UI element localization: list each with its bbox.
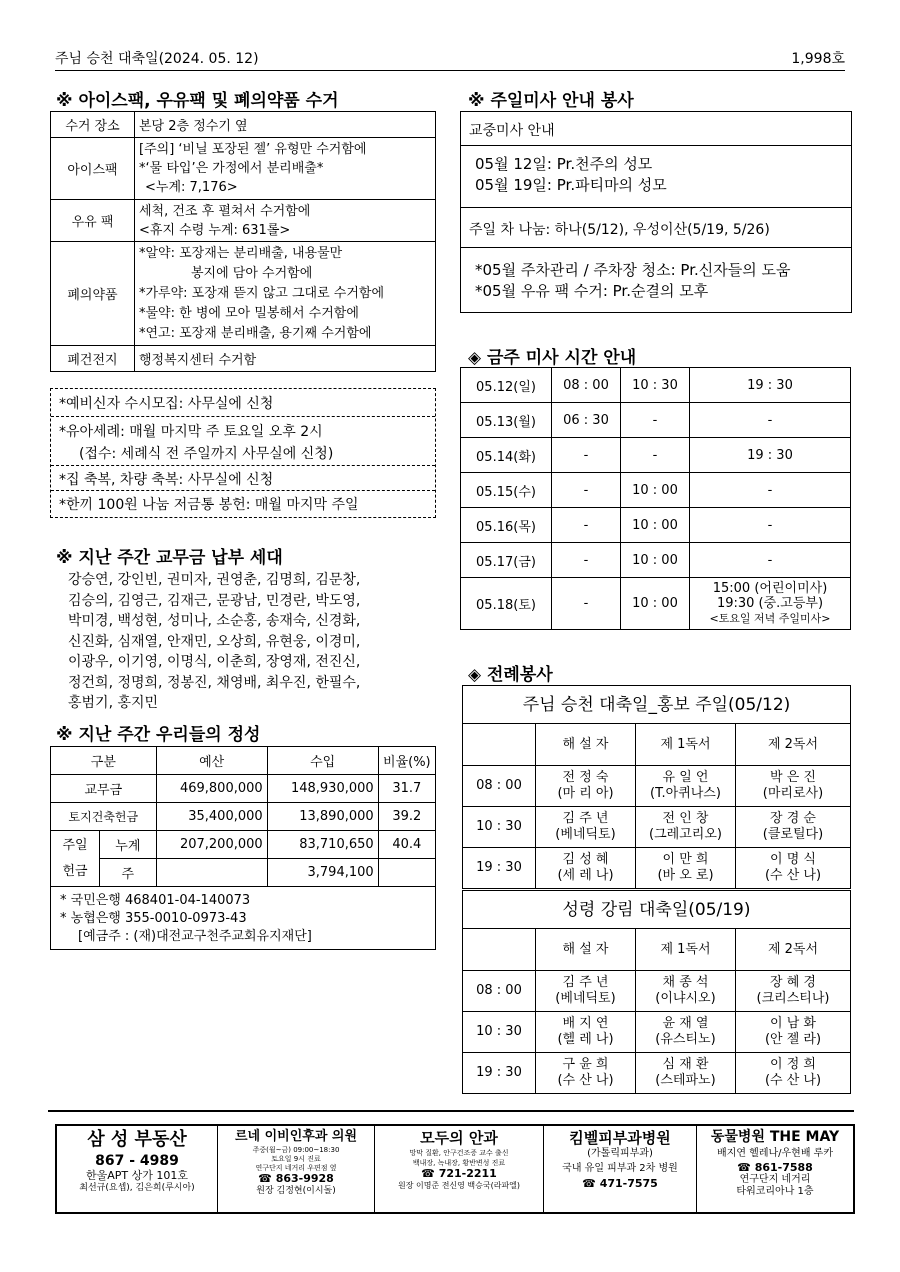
donors-list [68,570,360,714]
day-cell: 05.16(목) [461,508,552,543]
time-cell: 10 : 00 [621,543,690,578]
table-row [461,543,851,578]
reader-cell [736,1053,851,1094]
liturgy-table-2 [462,890,851,1094]
reader-cell [536,848,636,889]
finance-table [50,746,436,887]
baptismal-name: (수 산 나) [764,1073,822,1088]
row-text: [주의] ‘비닐 포장된 젤’ 유형만 수거함에 [139,142,367,157]
reader-name: 전 인 창 [662,811,709,826]
notice-line: *집 축복, 차량 축복: 사무실에 신청 [59,472,274,488]
bank-line: * 국민은행 468401-04-140073 [60,893,251,908]
liturgy-table-1 [462,685,851,889]
reader-name: 윤 재 열 [662,1016,709,1031]
row-text: 본당 2층 정수기 옆 [139,119,248,134]
time-cell: 06 : 30 [552,403,621,438]
reader-name: 김 주 년 [562,811,609,826]
liturgy-title: ◈ 전례봉사 [468,665,553,685]
row-label: 토지건축헌금 [51,803,157,831]
col-header: 제 1독서 [636,929,736,971]
reader-cell [736,1012,851,1053]
reader-name: 장 경 순 [770,811,816,826]
baptismal-name: (수 산 나) [764,868,822,883]
finance-title: ※ 지난 주간 우리들의 정성 [56,725,261,745]
donor-line: 홍범기, 홍지민 [68,695,159,711]
baptismal-name: (클로틸다) [762,827,824,842]
table-row [461,473,851,508]
baptismal-name: (베네딕토) [555,827,616,842]
page-header [55,48,845,71]
time-cell: - [621,438,690,473]
table-row [51,346,436,372]
col-header: 해 설 자 [536,724,636,766]
row-text: *가루약: 포장재 뜯지 않고 그대로 수거함에 [139,285,385,301]
donor-line: 이광우, 이기영, 이명식, 이춘희, 장영재, 전진신, [68,654,361,670]
reader-cell [536,1012,636,1053]
time-cell: 10 : 30 [463,1012,536,1053]
baptismal-name: (헬 레 나) [557,1032,614,1047]
ratio-value: 31.7 [378,775,435,803]
table-row [463,929,851,971]
row-label: 폐건전지 [51,346,135,372]
ad-phone: ☎ 863-9928 [258,1172,334,1185]
notice-line: *유아세례: 매월 마지막 주 토요일 오후 2시 [59,424,323,440]
reader-cell [536,807,636,848]
table-row [461,578,851,630]
ad-line: 연구단지 네거리 [739,1174,811,1185]
table-row [463,1012,851,1053]
day-cell: 05.17(금) [461,543,552,578]
reader-cell [636,848,736,889]
ad-line: 최선규(요셉), 김은희(루시아) [79,1183,195,1193]
time-cell: 19 : 30 [463,848,536,889]
time-cell: - [690,508,851,543]
notice-line: *한끼 100원 나눔 저금통 봉헌: 매월 마지막 주일 [59,497,359,513]
row-text: 행정복지센터 수거함 [139,353,257,368]
guide-box [460,111,852,313]
time-cell: - [690,473,851,508]
notice-line: *예비신자 수시모집: 사무실에 신청 [59,396,274,412]
time-cell: - [552,473,621,508]
budget-value: 35,400,000 [156,803,267,831]
guide-title: ※ 주일미사 안내 봉사 [468,91,634,111]
ad-line: 주중(월~금) 09:00~18:30 [252,1146,340,1154]
row-text: *알약: 포장재는 분리배출, 내용물만 [139,245,343,261]
ad-line: 원장 김정현(이시돌) [256,1186,336,1196]
row-text: <누계: 7,176> [145,180,238,195]
baptismal-name: (베네딕토) [555,991,616,1006]
ad-name: 모두의 안과 [420,1129,498,1147]
col-header: 구분 [51,747,157,775]
reader-name: 배 지 연 [562,1016,609,1031]
donor-line: 신진화, 심재열, 안재민, 오상희, 유현웅, 이경미, [68,633,361,650]
ad-name: 킴벨피부과병원 [569,1129,671,1147]
ad-ent-clinic [218,1126,375,1212]
income-value: 13,890,000 [267,803,378,831]
day-cell: 05.18(토) [461,578,552,630]
time-cell: 08 : 00 [463,766,536,807]
ad-line: 원장 이명준 전신영 백승국(라파엘) [397,1181,521,1190]
day-cell: 05.13(월) [461,403,552,438]
reader-cell [536,1053,636,1094]
row-text: <휴지 수령 누계: 631롤> [139,222,291,238]
ad-line: 토요일 9시 진료 [271,1155,321,1163]
ad-phone: ☎ 861-7588 [737,1161,813,1174]
time-cell: - [552,543,621,578]
reader-cell [536,971,636,1012]
row-label: 교무금 [51,775,157,803]
issue-number: 1,998호 [791,51,845,67]
schedule-table [460,367,851,630]
reader-cell [736,807,851,848]
ad-line: 배지연 헬레나/우현배 루카 [717,1148,833,1159]
ad-line: 국내 유일 피부과 2차 병원 [562,1163,678,1174]
time-cell: 19 : 30 [690,368,851,403]
col-header: 비율(%) [378,747,435,775]
ad-name: 동물병원 THE MAY [710,1129,840,1145]
table-row [463,848,851,889]
row-label: 누계 [100,831,157,859]
col-header: 예산 [156,747,267,775]
time-cell: 08 : 00 [552,368,621,403]
reader-name: 이 만 희 [662,852,709,867]
col-header: 제 1독서 [636,724,736,766]
time-cell: 10 : 30 [463,807,536,848]
guide-subtitle: 교중미사 안내 [469,123,555,139]
table-row [51,200,436,242]
sunday-label [51,831,100,887]
bulletin-title: 주님 승천 대축일(2024. 05. 12) [55,51,259,67]
table-row [51,775,436,803]
reader-name: 유 일 언 [662,770,709,785]
donor-line: 김승의, 김영근, 김재근, 문광남, 민경란, 박도영, [68,592,361,609]
sat-line: 15:00 (어린이미사) [712,581,828,596]
table-row [463,807,851,848]
baptismal-name: (수 산 나) [557,1073,614,1088]
baptismal-name: (크리스티나) [756,991,830,1006]
sunday-label-line: 주일 [62,837,88,853]
baptismal-name: (유스티노) [655,1032,716,1047]
guide-line: *05월 우유 팩 수거: Pr.순결의 모후 [475,282,709,300]
ad-line: 한울APT 상가 101호 [86,1169,188,1182]
reader-name: 박 은 진 [770,770,816,785]
table-row [463,1053,851,1094]
ad-line: 연구단지 네거리 우편점 옆 [255,1164,337,1172]
ad-line: 망막 질환, 안구건조증 교수 출신 [409,1149,509,1157]
ad-line: (가톨릭피부과) [587,1148,653,1159]
reader-cell [636,807,736,848]
table-row [463,766,851,807]
reader-name: 구 윤 희 [562,1057,609,1072]
time-cell: 10 : 00 [621,473,690,508]
guide-line: 05월 19일: Pr.파티마의 성모 [475,176,667,194]
sunday-label-line: 헌금 [62,863,88,879]
row-text: *‘물 타입’은 가정에서 분리배출* [139,161,324,176]
col-header: 제 2독서 [736,929,851,971]
bank-line: [예금주 : (재)대전교구천주교회유지재단] [78,929,312,944]
time-cell: 10 : 30 [621,368,690,403]
bank-line: * 농협은행 355-0010-0973-43 [60,911,247,926]
income-value: 3,794,100 [267,859,378,887]
ad-name: 르네 이비인후과 의원 [234,1129,358,1144]
ad-phone: 867 - 4989 [95,1153,179,1169]
baptismal-name: (T.아퀴나스) [650,786,721,801]
donor-line: 강승연, 강인빈, 권미자, 권영춘, 김명희, 김문창, [68,572,361,588]
row-label: 주 [100,859,157,887]
col-header: 제 2독서 [736,724,851,766]
reader-cell [736,848,851,889]
budget-value: 207,200,000 [156,831,267,859]
collection-title: ※ 아이스팩, 우유팩 및 폐의약품 수거 [56,91,339,111]
baptismal-name: (스테파노) [655,1073,716,1088]
table-row [51,242,436,346]
ad-line: 타워코리아나 1층 [736,1186,814,1197]
reader-name: 장 혜 경 [770,975,816,990]
reader-cell [536,766,636,807]
baptismal-name: (바 오 로) [657,868,714,883]
table-row [463,891,851,929]
baptismal-name: (마리로사) [762,786,824,801]
table-row [51,138,436,200]
reader-name: 전 정 숙 [562,770,609,785]
col-header: 해 설 자 [536,929,636,971]
table-row [463,724,851,766]
guide-extra [475,260,790,302]
guide-line: *05월 주차관리 / 주차장 청소: Pr.신자들의 도움 [475,261,791,279]
row-text: 세척, 건조 후 펼쳐서 수거함에 [139,203,311,219]
reader-cell [636,971,736,1012]
reader-cell [636,766,736,807]
reader-cell [736,971,851,1012]
day-cell: 05.12(일) [461,368,552,403]
collection-table [50,111,436,372]
baptismal-name: (안 젤 라) [764,1032,822,1047]
reader-name: 김 성 혜 [562,852,609,867]
table-row [51,859,436,887]
time-cell [690,578,851,630]
ratio-value: 39.2 [378,803,435,831]
donor-line: 정건희, 정명희, 정봉진, 채영배, 최우진, 한필수, [68,674,361,691]
ad-realestate [57,1126,218,1212]
ad-animal-hospital [697,1126,853,1212]
time-cell: - [552,438,621,473]
ad-phone: ☎ 721-2211 [421,1167,497,1180]
reader-cell [636,1012,736,1053]
budget-value: 469,800,000 [156,775,267,803]
income-value: 83,710,650 [267,831,378,859]
day-cell: 05.14(화) [461,438,552,473]
reader-cell [636,1053,736,1094]
sat-line: 19:30 (중.고등부) [716,596,824,611]
guide-lines [475,154,667,196]
col-header: 수입 [267,747,378,775]
baptismal-name: (그레고리오) [649,827,722,842]
liturgy-heading: 주님 승천 대축일_홍보 주일(05/12) [463,686,851,724]
time-cell: - [690,543,851,578]
reader-name: 김 주 년 [562,975,609,990]
reader-name: 이 명 식 [770,852,816,867]
day-cell: 05.15(수) [461,473,552,508]
ad-dermatology [544,1126,697,1212]
reader-name: 심 재 환 [662,1057,709,1072]
schedule-title: ◈ 금주 미사 시간 안내 [468,348,637,368]
sat-line: <토요일 저녁 주일미사> [709,612,831,625]
row-label: 아이스팩 [51,138,135,200]
table-row [461,438,851,473]
row-label: 우유 팩 [51,200,135,242]
bank-info [60,892,312,946]
row-text: *물약: 한 병에 모아 밀봉해서 수거함에 [139,305,359,321]
table-row [51,831,436,859]
time-cell: - [690,403,851,438]
row-label: 폐의약품 [51,242,135,346]
reader-cell [736,766,851,807]
reader-name: 이 남 화 [770,1016,816,1031]
income-value: 148,930,000 [267,775,378,803]
time-cell: 10 : 00 [621,578,690,630]
liturgy-heading: 성령 강림 대축일(05/19) [463,891,851,929]
row-text: 봉지에 담아 수거함에 [191,265,313,281]
time-cell: 19 : 30 [463,1053,536,1094]
table-row [461,368,851,403]
table-row [51,747,436,775]
row-label: 수거 장소 [51,112,135,138]
reader-name: 이 정 희 [770,1057,816,1072]
table-row [463,971,851,1012]
ad-name: 삼 성 부동산 [87,1129,187,1150]
ad-phone: ☎ 471-7575 [582,1177,658,1190]
baptismal-name: (마 리 아) [557,786,614,801]
table-row [461,508,851,543]
notices-box [50,388,436,518]
time-cell: - [552,578,621,630]
row-text: *연고: 포장재 분리배출, 용기째 수거함에 [139,325,372,341]
time-cell: - [621,403,690,438]
notice-line: (접수: 세례식 전 주일까지 사무실에 신청) [79,446,334,462]
reader-name: 채 종 석 [662,975,709,990]
table-row [461,403,851,438]
ad-eye-clinic [375,1126,544,1212]
table-row [51,803,436,831]
time-cell: 10 : 00 [621,508,690,543]
table-row [463,686,851,724]
ratio-value: 40.4 [378,831,435,859]
baptismal-name: (이냐시오) [655,991,716,1006]
guide-line: 05월 12일: Pr.천주의 성모 [475,155,653,173]
time-cell: - [552,508,621,543]
time-cell: 19 : 30 [690,438,851,473]
donors-title: ※ 지난 주간 교무금 납부 세대 [56,548,283,568]
car-sharing: 주일 차 나눔: 하나(5/12), 우성이산(5/19, 5/26) [469,222,770,238]
ad-line: 백내장, 녹내장, 황반변성 진료 [412,1159,506,1167]
table-row [51,112,436,138]
ads-bar [55,1124,855,1214]
baptismal-name: (세 레 나) [557,868,614,883]
time-cell: 08 : 00 [463,971,536,1012]
donor-line: 박미경, 백성현, 성미나, 소순홍, 송재숙, 신경화, [68,613,361,629]
